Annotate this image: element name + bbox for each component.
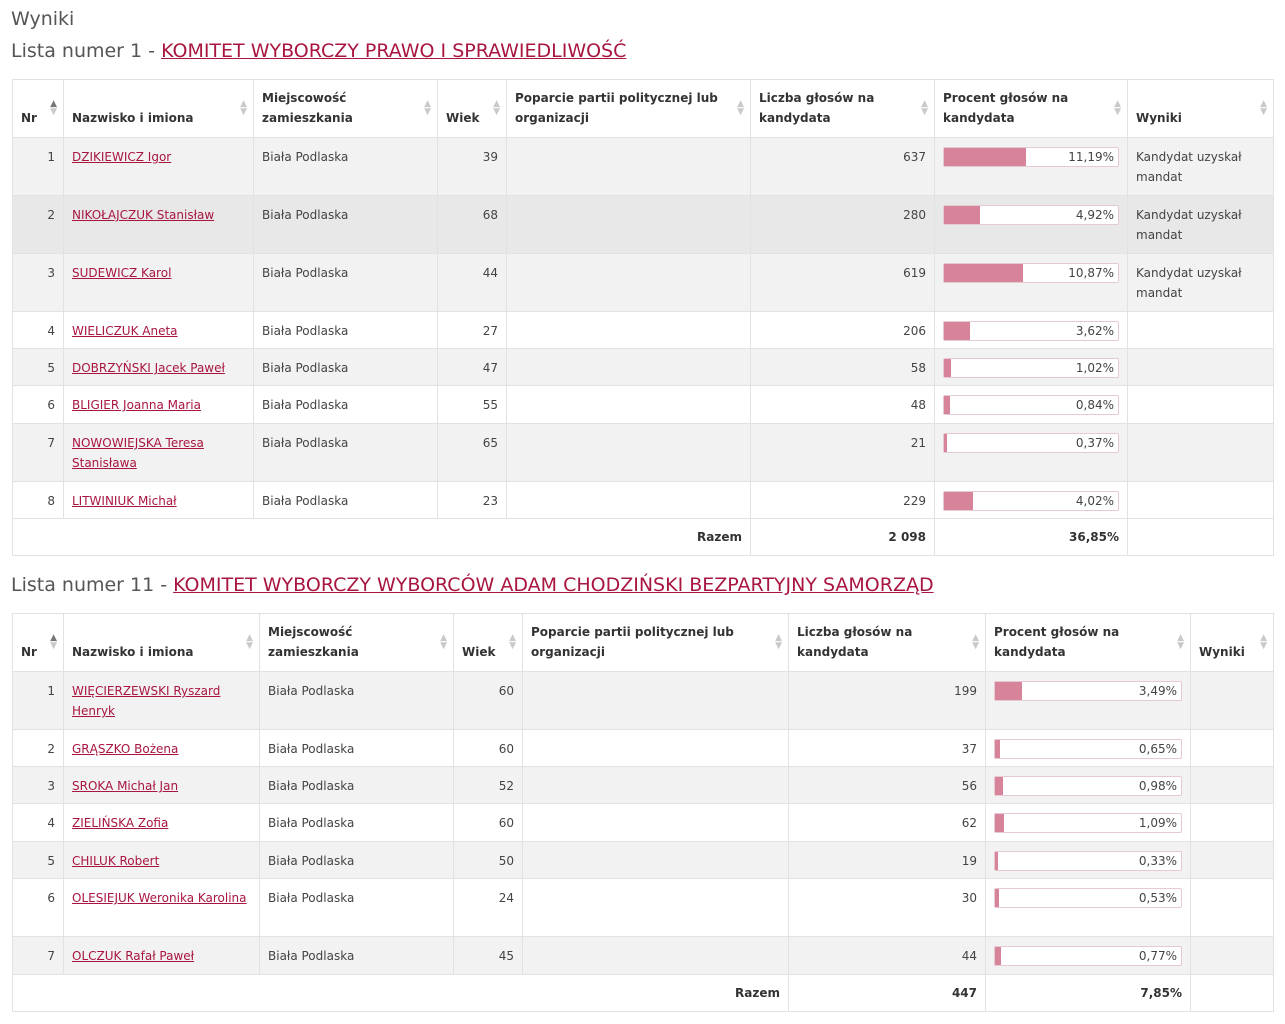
percent-value: 3,62% (1075, 324, 1114, 338)
cell-age: 24 (454, 879, 523, 937)
cell-support (523, 672, 789, 730)
cell-city: Biała Podlaska (254, 424, 438, 482)
cell-city: Biała Podlaska (260, 804, 454, 842)
cell-votes: 30 (789, 879, 986, 937)
cell-result (1128, 349, 1274, 386)
cell-nr: 3 (13, 767, 64, 804)
percent-bar-fill (995, 947, 1001, 965)
cell-support (507, 386, 751, 424)
cell-nr: 7 (13, 424, 64, 482)
total-label: Razem (13, 975, 789, 1012)
cell-nr: 5 (13, 349, 64, 386)
cell-result (1191, 672, 1274, 730)
percent-value: 0,77% (1138, 949, 1177, 963)
cell-name (64, 312, 254, 349)
percent-bar (943, 147, 1119, 167)
cell-nr: 4 (13, 312, 64, 349)
column-header-nr[interactable]: Nr ▲ ▼ (13, 614, 64, 672)
sort-icon: ▲ ▼ (493, 98, 500, 117)
cell-age: 44 (438, 254, 507, 312)
cell-nr: 7 (13, 937, 64, 975)
table-row (13, 386, 1274, 424)
column-header-votes[interactable]: Liczba głosów na kandydata ▲ ▼ (751, 80, 935, 138)
cell-percent (935, 386, 1128, 424)
sort-icon: ▲ ▼ (50, 632, 57, 651)
percent-bar (943, 395, 1119, 415)
cell-city: Biała Podlaska (254, 254, 438, 312)
cell-support (507, 424, 751, 482)
cell-nr: 4 (13, 804, 64, 842)
percent-bar (943, 491, 1119, 511)
cell-name (64, 254, 254, 312)
percent-bar-fill (995, 852, 998, 870)
cell-name (64, 386, 254, 424)
percent-bar-fill (995, 682, 1022, 700)
column-header-votes[interactable]: Liczba głosów na kandydata ▲ ▼ (789, 614, 986, 672)
cell-name (64, 349, 254, 386)
cell-age: 60 (454, 804, 523, 842)
table-row (13, 672, 1274, 730)
cell-percent (986, 842, 1191, 879)
percent-value: 4,92% (1075, 208, 1114, 222)
cell-votes: 619 (751, 254, 935, 312)
cell-age: 47 (438, 349, 507, 386)
sort-icon: ▲ ▼ (1114, 98, 1121, 117)
percent-bar (943, 205, 1119, 225)
table-row (13, 842, 1274, 879)
cell-result (1191, 767, 1274, 804)
cell-percent (935, 349, 1128, 386)
cell-votes: 56 (789, 767, 986, 804)
candidate-link[interactable]: WIELICZUK Aneta (72, 324, 178, 338)
cell-nr: 5 (13, 842, 64, 879)
percent-bar (994, 888, 1182, 908)
cell-percent (935, 312, 1128, 349)
cell-support (523, 879, 789, 937)
cell-result (1191, 879, 1274, 937)
cell-percent (935, 424, 1128, 482)
percent-bar (994, 739, 1182, 759)
sort-icon: ▲ ▼ (1177, 632, 1184, 651)
cell-votes: 199 (789, 672, 986, 730)
percent-bar-fill (944, 264, 1023, 282)
sort-icon: ▲ ▼ (1260, 632, 1267, 651)
cell-percent (986, 879, 1191, 937)
column-header-support[interactable]: Poparcie partii politycznej lub organizacji ▲ ▼ (523, 614, 789, 672)
list-prefix: Lista numer 11 - (11, 574, 174, 596)
table-row (13, 804, 1274, 842)
cell-name (64, 879, 260, 937)
candidate-link[interactable]: CHILUK Robert (72, 854, 160, 868)
table-row (13, 312, 1274, 349)
percent-bar (943, 358, 1119, 378)
percent-bar-fill (944, 396, 950, 414)
cell-name (64, 672, 260, 730)
table-row (13, 482, 1274, 519)
column-header-name[interactable]: Nazwisko i imiona ▲ ▼ (64, 80, 254, 138)
candidate-link[interactable]: ZIELIŃSKA Zofia (72, 816, 169, 830)
cell-nr: 2 (13, 730, 64, 767)
cell-percent (935, 254, 1128, 312)
cell-result (1191, 804, 1274, 842)
percent-bar (994, 681, 1182, 701)
column-header-city[interactable]: Miejscowość zamieszkania ▲ ▼ (260, 614, 454, 672)
cell-result (1191, 730, 1274, 767)
candidate-link[interactable]: SUDEWICZ Karol (72, 266, 172, 280)
total-votes: 447 (789, 975, 986, 1012)
percent-value: 3,49% (1138, 684, 1177, 698)
cell-votes: 58 (751, 349, 935, 386)
cell-age: 60 (454, 672, 523, 730)
list-prefix: Lista numer 1 - (11, 40, 162, 62)
candidate-link[interactable]: DOBRZYŃSKI Jacek Paweł (72, 361, 225, 375)
percent-bar-fill (995, 740, 1000, 758)
percent-bar-fill (995, 814, 1004, 832)
cell-city: Biała Podlaska (260, 672, 454, 730)
percent-bar-fill (944, 492, 973, 510)
table-row (13, 254, 1274, 312)
cell-support (507, 138, 751, 196)
column-header-percent[interactable]: Procent głosów na kandydata ▲ ▼ (986, 614, 1191, 672)
percent-bar-fill (944, 148, 1026, 166)
cell-name (64, 842, 260, 879)
percent-value: 0,98% (1138, 779, 1177, 793)
table-row (13, 138, 1274, 196)
cell-percent (986, 672, 1191, 730)
cell-result (1128, 424, 1274, 482)
table-row (13, 767, 1274, 804)
percent-bar-fill (944, 322, 970, 340)
cell-result: Kandydat uzyskał mandat (1128, 254, 1274, 312)
sort-icon: ▲ ▼ (921, 98, 928, 117)
sort-icon: ▲ ▼ (424, 98, 431, 117)
cell-name (64, 138, 254, 196)
cell-votes: 62 (789, 804, 986, 842)
cell-age: 55 (438, 386, 507, 424)
cell-name (64, 424, 254, 482)
column-header-name[interactable]: Nazwisko i imiona ▲ ▼ (64, 614, 260, 672)
cell-city: Biała Podlaska (254, 349, 438, 386)
percent-value: 0,33% (1138, 854, 1177, 868)
cell-votes: 280 (751, 196, 935, 254)
percent-value: 0,84% (1075, 398, 1114, 412)
sort-icon: ▲ ▼ (775, 632, 782, 651)
cell-nr: 6 (13, 386, 64, 424)
cell-votes: 19 (789, 842, 986, 879)
candidate-link[interactable]: NOWOWIEJSKA Teresa Stanisława (72, 436, 204, 470)
percent-value: 1,09% (1138, 816, 1177, 830)
table-row (13, 730, 1274, 767)
cell-votes: 44 (789, 937, 986, 975)
cell-age: 60 (454, 730, 523, 767)
cell-percent (986, 937, 1191, 975)
percent-value: 0,37% (1075, 436, 1114, 450)
cell-result (1191, 937, 1274, 975)
percent-bar (994, 813, 1182, 833)
column-header-age[interactable]: Wiek ▲ ▼ (454, 614, 523, 672)
cell-nr: 8 (13, 482, 64, 519)
cell-age: 23 (438, 482, 507, 519)
percent-value: 0,65% (1138, 742, 1177, 756)
cell-votes: 37 (789, 730, 986, 767)
cell-city: Biała Podlaska (260, 767, 454, 804)
cell-support (523, 767, 789, 804)
cell-name (64, 804, 260, 842)
cell-name (64, 482, 254, 519)
percent-bar-fill (995, 777, 1003, 795)
cell-city: Biała Podlaska (254, 196, 438, 254)
cell-age: 27 (438, 312, 507, 349)
candidate-link[interactable]: BLIGIER Joanna Maria (72, 398, 201, 412)
percent-bar-fill (944, 206, 980, 224)
committee-link[interactable]: KOMITET WYBORCZY PRAWO I SPRAWIEDLIWOŚĆ (161, 40, 627, 62)
candidate-link[interactable]: GRĄSZKO Bożena (72, 742, 179, 756)
column-header-result[interactable]: Wyniki ▲ ▼ (1191, 614, 1274, 672)
cell-votes: 206 (751, 312, 935, 349)
table-body (13, 138, 1274, 519)
cell-percent (986, 767, 1191, 804)
table-row (13, 424, 1274, 482)
total-percent: 7,85% (986, 975, 1191, 1012)
cell-support (507, 349, 751, 386)
cell-result: Kandydat uzyskał mandat (1128, 138, 1274, 196)
cell-age: 65 (438, 424, 507, 482)
percent-bar-fill (944, 434, 947, 452)
cell-city: Biała Podlaska (254, 386, 438, 424)
cell-city: Biała Podlaska (254, 482, 438, 519)
cell-percent (935, 482, 1128, 519)
candidate-link[interactable]: OLCZUK Rafał Paweł (72, 949, 195, 963)
results-table (12, 613, 1274, 1012)
sort-icon: ▲ ▼ (246, 632, 253, 651)
cell-nr: 6 (13, 879, 64, 937)
sort-icon: ▲ ▼ (240, 98, 247, 117)
cell-age: 68 (438, 196, 507, 254)
percent-bar (994, 851, 1182, 871)
sort-icon: ▲ ▼ (50, 98, 57, 117)
cell-support (523, 730, 789, 767)
total-percent: 36,85% (935, 519, 1128, 556)
total-empty (1191, 975, 1274, 1012)
cell-percent (935, 196, 1128, 254)
cell-age: 50 (454, 842, 523, 879)
candidate-link[interactable]: SROKA Michał Jan (72, 779, 179, 793)
cell-city: Biała Podlaska (260, 937, 454, 975)
percent-bar (943, 263, 1119, 283)
cell-city: Biała Podlaska (260, 879, 454, 937)
cell-support (507, 482, 751, 519)
cell-city: Biała Podlaska (254, 312, 438, 349)
column-header-percent[interactable]: Procent głosów na kandydata ▲ ▼ (935, 80, 1128, 138)
candidate-link[interactable]: LITWINIUK Michał (72, 494, 177, 508)
table-row (13, 349, 1274, 386)
cell-percent (986, 804, 1191, 842)
candidate-link[interactable]: DZIKIEWICZ Igor (72, 150, 172, 164)
sort-icon: ▲ ▼ (509, 632, 516, 651)
cell-result: Kandydat uzyskał mandat (1128, 196, 1274, 254)
cell-nr: 1 (13, 672, 64, 730)
sort-icon: ▲ ▼ (1260, 98, 1267, 117)
cell-nr: 1 (13, 138, 64, 196)
cell-votes: 637 (751, 138, 935, 196)
percent-bar-fill (944, 359, 951, 377)
sort-icon: ▲ ▼ (737, 98, 744, 117)
cell-city: Biała Podlaska (260, 730, 454, 767)
cell-city: Biała Podlaska (260, 842, 454, 879)
percent-bar (994, 946, 1182, 966)
cell-age: 52 (454, 767, 523, 804)
cell-support (507, 254, 751, 312)
percent-value: 4,02% (1075, 494, 1114, 508)
cell-city: Biała Podlaska (254, 138, 438, 196)
cell-result (1128, 386, 1274, 424)
results-table (12, 79, 1274, 556)
page-title: Wyniki (11, 8, 75, 30)
sort-icon: ▲ ▼ (440, 632, 447, 651)
cell-votes: 48 (751, 386, 935, 424)
candidate-link[interactable]: NIKOŁAJCZUK Stanisław (72, 208, 215, 222)
percent-value: 10,87% (1068, 266, 1114, 280)
percent-value: 11,19% (1068, 150, 1114, 164)
cell-age: 45 (454, 937, 523, 975)
percent-bar (943, 433, 1119, 453)
cell-support (523, 842, 789, 879)
candidate-link[interactable]: WIĘCIERZEWSKI Ryszard Henryk (72, 684, 221, 718)
cell-age: 39 (438, 138, 507, 196)
cell-percent (986, 730, 1191, 767)
cell-support (523, 804, 789, 842)
cell-result (1128, 312, 1274, 349)
cell-nr: 2 (13, 196, 64, 254)
table-row (13, 937, 1274, 975)
cell-percent (935, 138, 1128, 196)
percent-bar (943, 321, 1119, 341)
cell-name (64, 767, 260, 804)
column-header-age[interactable]: Wiek ▲ ▼ (438, 80, 507, 138)
table-row (13, 196, 1274, 254)
cell-support (507, 312, 751, 349)
cell-name (64, 937, 260, 975)
cell-name (64, 196, 254, 254)
candidate-link[interactable]: OLESIEJUK Weronika Karolina (72, 891, 247, 905)
list-title (11, 40, 626, 62)
table-body (13, 672, 1274, 975)
column-header-nr[interactable]: Nr ▲ ▼ (13, 80, 64, 138)
cell-result (1128, 482, 1274, 519)
committee-link[interactable]: KOMITET WYBORCZY WYBORCÓW ADAM CHODZIŃSKI BEZPARTYJNY SAMORZĄD (173, 574, 934, 596)
cell-votes: 229 (751, 482, 935, 519)
cell-support (523, 937, 789, 975)
percent-bar (994, 776, 1182, 796)
total-empty (1128, 519, 1274, 556)
column-header-support[interactable]: Poparcie partii politycznej lub organizacji ▲ ▼ (507, 80, 751, 138)
cell-votes: 21 (751, 424, 935, 482)
list-title (11, 574, 934, 596)
cell-name (64, 730, 260, 767)
column-header-city[interactable]: Miejscowość zamieszkania ▲ ▼ (254, 80, 438, 138)
cell-support (507, 196, 751, 254)
total-votes: 2 098 (751, 519, 935, 556)
sort-icon: ▲ ▼ (972, 632, 979, 651)
percent-value: 1,02% (1075, 361, 1114, 375)
column-header-result[interactable]: Wyniki ▲ ▼ (1128, 80, 1274, 138)
total-label: Razem (13, 519, 751, 556)
cell-nr: 3 (13, 254, 64, 312)
cell-result (1191, 842, 1274, 879)
percent-bar-fill (995, 889, 999, 907)
percent-value: 0,53% (1138, 891, 1177, 905)
table-row (13, 879, 1274, 937)
